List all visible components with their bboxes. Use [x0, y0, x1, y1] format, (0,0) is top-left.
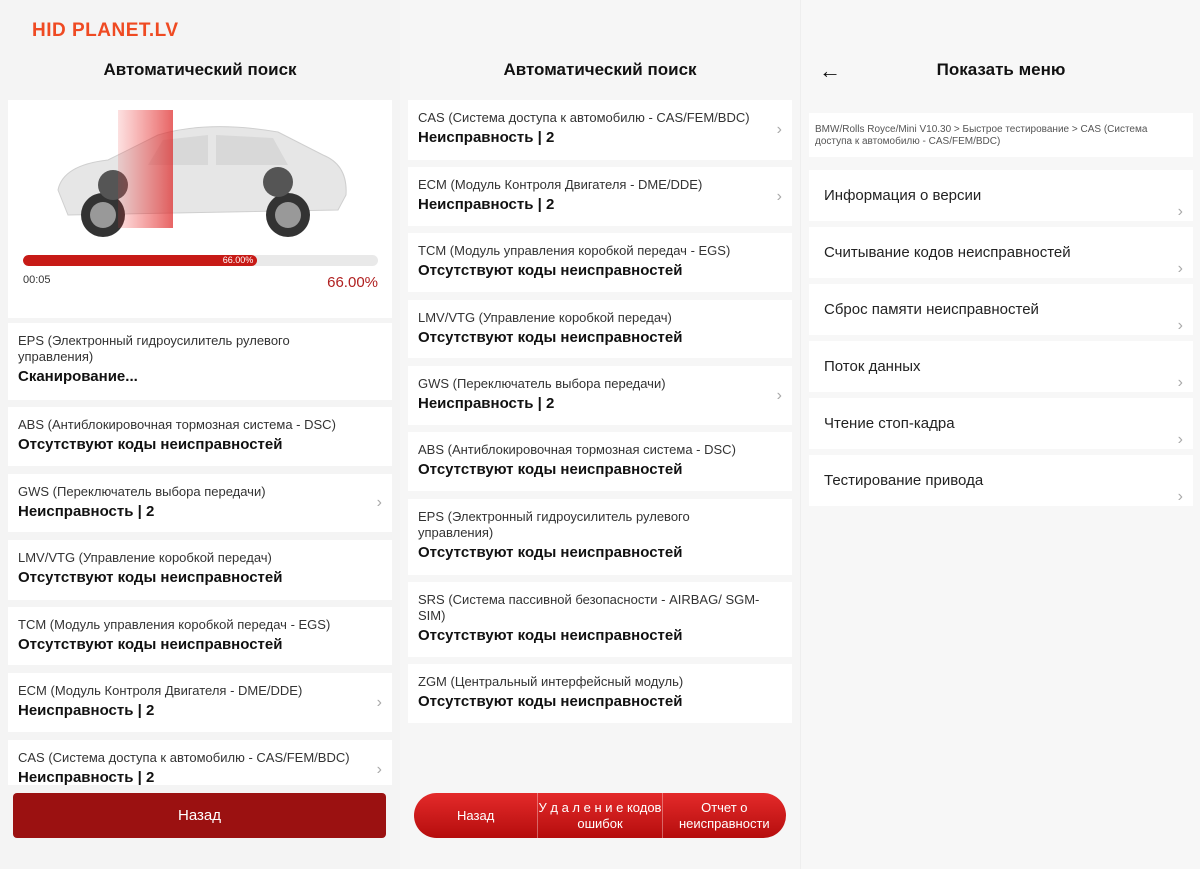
module-status: Неисправность | 2 — [418, 395, 555, 412]
module-item — [408, 664, 792, 723]
module-item[interactable] — [408, 366, 792, 425]
module-item[interactable] — [8, 474, 392, 532]
module-name: LMV/VTG (Управление коробкой передач) — [18, 550, 272, 565]
breadcrumb: BMW/Rolls Royce/Mini V10.30 > Быстрое тестирование > CAS (Система доступа к автомобилю - CAS/FEM/BDC) — [809, 113, 1193, 157]
module-status: Отсутствуют коды неисправностей — [18, 636, 283, 653]
module-name: EPS (Электронный гидроусилитель рулевого управления) — [18, 333, 290, 364]
module-name: TCM (Модуль управления коробкой передач - EGS) — [418, 243, 731, 258]
module-status: Отсутствуют коды неисправностей — [18, 569, 283, 586]
back-button[interactable]: Назад — [457, 807, 495, 823]
module-name: TCM (Модуль управления коробкой передач - EGS) — [18, 617, 331, 632]
module-item — [8, 407, 392, 466]
menu-item-label: Сброс памяти неисправностей — [824, 301, 1039, 318]
module-name: ABS (Антиблокировочная тормозная система - DSC) — [418, 442, 736, 457]
module-name: LMV/VTG (Управление коробкой передач) — [418, 310, 672, 325]
module-status: Неисправность | 2 — [18, 769, 155, 785]
module-item — [408, 432, 792, 491]
menu-item-label: Считывание кодов неисправностей — [824, 244, 1071, 261]
module-item — [408, 300, 792, 358]
action-button-group — [414, 793, 786, 838]
menu-item-label: Информация о версии — [824, 187, 982, 204]
module-status: Отсутствуют коды неисправностей — [418, 544, 683, 561]
module-status: Сканирование... — [18, 368, 138, 385]
menu-item-label: Тестирование привода — [824, 472, 984, 489]
module-name: GWS (Переключатель выбора передачи) — [18, 484, 266, 499]
module-status: Отсутствуют коды неисправностей — [418, 262, 683, 279]
module-status: Неисправность | 2 — [18, 503, 155, 520]
module-status: Неисправность | 2 — [418, 196, 555, 213]
module-item — [408, 233, 792, 292]
auto-search-panel-scanning — [0, 0, 400, 869]
back-arrow-icon[interactable]: ← — [819, 58, 841, 83]
module-item — [8, 607, 392, 665]
chevron-right-icon: › — [776, 121, 782, 138]
chevron-right-icon: › — [376, 693, 382, 711]
module-status: Отсутствуют коды неисправностей — [18, 436, 283, 453]
elapsed-time: 00:05 — [23, 274, 51, 286]
menu-item[interactable] — [809, 398, 1193, 449]
chevron-right-icon: › — [776, 187, 782, 205]
back-button[interactable]: Назад — [13, 793, 386, 838]
logo: HID PLANET.LV — [32, 20, 179, 41]
module-status: Неисправность | 2 — [418, 129, 555, 146]
chevron-right-icon: › — [1177, 259, 1183, 277]
module-status: Отсутствуют коды неисправностей — [418, 693, 683, 710]
menu-item-label: Чтение стоп-кадра — [824, 415, 955, 432]
car-illustration — [48, 110, 348, 240]
menu-item[interactable] — [809, 341, 1193, 392]
chevron-right-icon: › — [1177, 430, 1183, 448]
chevron-right-icon: › — [1177, 487, 1183, 505]
page-title: Автоматический поиск — [503, 60, 697, 79]
module-status: Отсутствуют коды неисправностей — [418, 627, 683, 644]
chevron-right-icon: › — [1177, 316, 1183, 334]
menu-item[interactable] — [809, 284, 1193, 335]
module-name: ZGM (Центральный интерфейсный модуль) — [418, 674, 684, 689]
auto-search-panel-results — [400, 0, 800, 869]
module-status: Неисправность | 2 — [18, 702, 155, 719]
module-list — [8, 323, 392, 785]
menu-panel — [800, 0, 1200, 869]
module-item — [408, 582, 792, 657]
module-item[interactable] — [8, 673, 392, 732]
module-item — [8, 323, 392, 400]
module-item — [408, 499, 792, 575]
menu-item[interactable] — [809, 455, 1193, 506]
fault-report-button[interactable]: Отчет о неисправности — [662, 793, 786, 838]
scan-progress-card — [8, 100, 392, 318]
chevron-right-icon: › — [1177, 373, 1183, 391]
module-name: CAS (Система доступа к автомобилю - CAS/FEM/BDC) — [18, 750, 350, 765]
chevron-right-icon: › — [376, 494, 382, 511]
module-name: CAS (Система доступа к автомобилю - CAS/FEM/BDC) — [418, 110, 750, 125]
module-name: GWS (Переключатель выбора передачи) — [418, 376, 666, 391]
module-name: ECM (Модуль Контроля Двигателя - DME/DDE) — [418, 177, 703, 192]
progress-percent: 66.00% — [327, 274, 378, 291]
chevron-right-icon: › — [1177, 202, 1183, 220]
page-title: Автоматический поиск — [103, 60, 297, 79]
menu-item[interactable] — [809, 170, 1193, 221]
module-name: EPS (Электронный гидроусилитель рулевого управления) — [418, 509, 690, 540]
menu-item[interactable] — [809, 227, 1193, 278]
module-status: Отсутствуют коды неисправностей — [418, 461, 683, 478]
chevron-right-icon: › — [376, 761, 382, 778]
module-name: ECM (Модуль Контроля Двигателя - DME/DDE) — [18, 683, 303, 698]
menu-item-label: Поток данных — [824, 358, 921, 375]
module-item[interactable] — [408, 167, 792, 226]
clear-codes-button[interactable]: У д а л е н и е кодов ошибок — [537, 793, 661, 838]
module-name: ABS (Антиблокировочная тормозная система - DSC) — [18, 417, 336, 432]
module-item[interactable] — [408, 100, 792, 160]
module-item[interactable] — [8, 740, 392, 785]
chevron-right-icon: › — [776, 386, 782, 404]
module-name: SRS (Система пассивной безопасности - AIRBAG/ SGM-SIM) — [418, 592, 760, 623]
module-status: Отсутствуют коды неисправностей — [418, 329, 683, 346]
progress-bar: 66.00% — [23, 255, 378, 266]
module-item — [8, 540, 392, 600]
page-title: Показать меню — [936, 60, 1066, 79]
